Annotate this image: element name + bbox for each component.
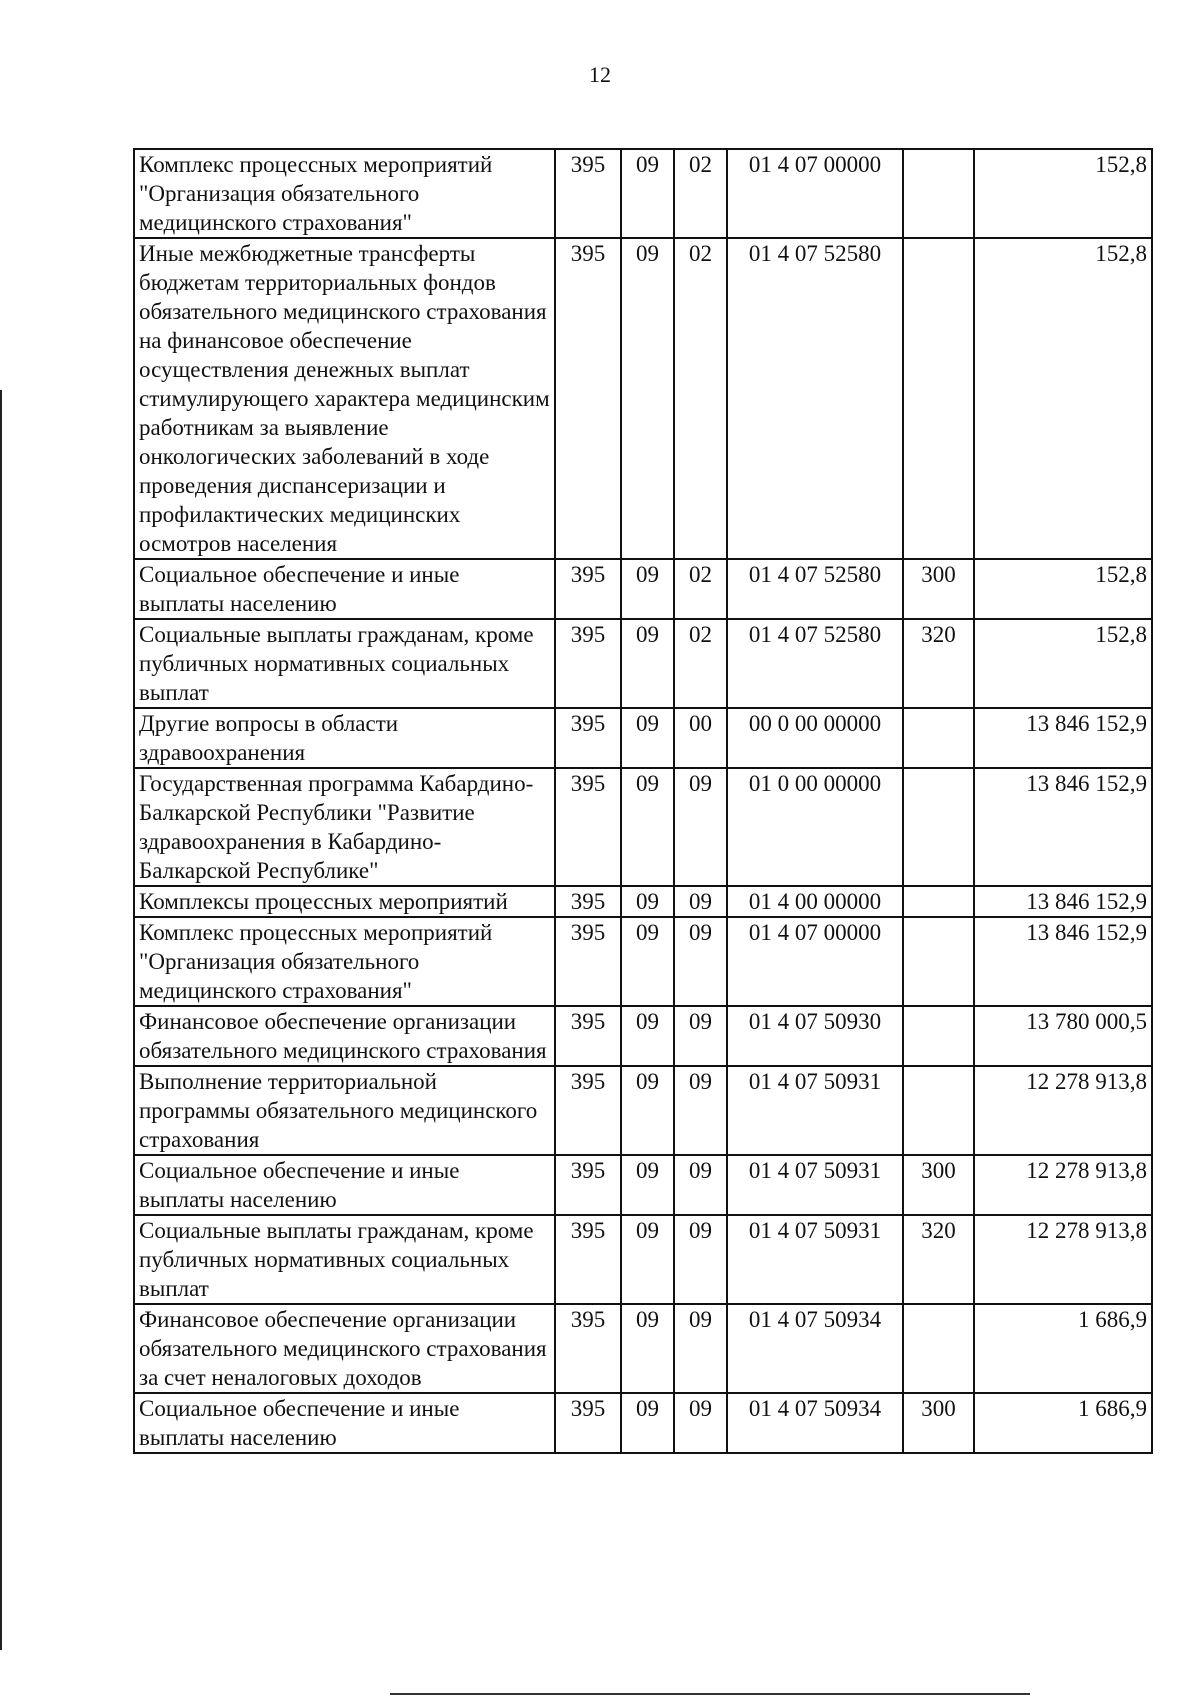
amount-cell: 13 846 152,9	[974, 708, 1152, 768]
target-article-cell: 01 4 07 52580	[727, 619, 903, 708]
table-row	[134, 1155, 1152, 1215]
expense-type-cell	[903, 1006, 974, 1066]
scan-edge-line	[390, 1693, 1030, 1695]
target-article-cell: 01 4 07 00000	[727, 917, 903, 1006]
row-name-cell: Другие вопросы в области здравоохранения	[134, 708, 555, 768]
row-name-cell: Выполнение территориальной программы обязательного медицинского страхования	[134, 1066, 555, 1155]
subsection-code-cell: 00	[674, 708, 727, 768]
section-code-cell: 09	[621, 238, 674, 559]
table-row	[134, 708, 1152, 768]
expense-type-cell: 300	[903, 1155, 974, 1215]
grbs-code-cell: 395	[555, 768, 621, 886]
subsection-code-cell: 02	[674, 559, 727, 619]
amount-cell: 13 846 152,9	[974, 768, 1152, 886]
amount-cell: 1 686,9	[974, 1304, 1152, 1393]
grbs-code-cell: 395	[555, 1304, 621, 1393]
grbs-code-cell: 395	[555, 1393, 621, 1453]
section-code-cell: 09	[621, 1155, 674, 1215]
subsection-code-cell: 09	[674, 1006, 727, 1066]
grbs-code-cell: 395	[555, 149, 621, 238]
expense-type-cell	[903, 917, 974, 1006]
expense-type-cell: 300	[903, 559, 974, 619]
target-article-cell: 01 4 07 50934	[727, 1393, 903, 1453]
expense-type-cell	[903, 1066, 974, 1155]
section-code-cell: 09	[621, 708, 674, 768]
target-article-cell: 01 4 07 50931	[727, 1155, 903, 1215]
row-name-cell: Комплексы процессных мероприятий	[134, 886, 555, 917]
row-name-cell: Финансовое обеспечение организации обязательного медицинского страхования	[134, 1006, 555, 1066]
table-row	[134, 238, 1152, 559]
row-name-cell: Финансовое обеспечение организации обязательного медицинского страхования за счет неналоговых доходов	[134, 1304, 555, 1393]
section-code-cell: 09	[621, 886, 674, 917]
expense-type-cell	[903, 708, 974, 768]
target-article-cell: 01 4 07 52580	[727, 559, 903, 619]
section-code-cell: 09	[621, 917, 674, 1006]
subsection-code-cell: 09	[674, 768, 727, 886]
amount-cell: 13 846 152,9	[974, 886, 1152, 917]
target-article-cell: 01 4 07 50930	[727, 1006, 903, 1066]
amount-cell: 12 278 913,8	[974, 1066, 1152, 1155]
grbs-code-cell: 395	[555, 1066, 621, 1155]
expense-type-cell: 320	[903, 619, 974, 708]
scan-edge-line	[0, 390, 2, 1650]
table-row	[134, 559, 1152, 619]
section-code-cell: 09	[621, 149, 674, 238]
expense-type-cell	[903, 238, 974, 559]
target-article-cell: 01 4 07 52580	[727, 238, 903, 559]
expense-type-cell	[903, 768, 974, 886]
section-code-cell: 09	[621, 1215, 674, 1304]
amount-cell: 12 278 913,8	[974, 1155, 1152, 1215]
target-article-cell: 01 4 00 00000	[727, 886, 903, 917]
row-name-cell: Комплекс процессных мероприятий "Организация обязательного медицинского страхования"	[134, 917, 555, 1006]
page-number: 12	[589, 62, 611, 87]
amount-cell: 152,8	[974, 238, 1152, 559]
grbs-code-cell: 395	[555, 708, 621, 768]
table-row	[134, 1006, 1152, 1066]
expense-type-cell	[903, 886, 974, 917]
table-row	[134, 619, 1152, 708]
subsection-code-cell: 02	[674, 619, 727, 708]
table-row	[134, 917, 1152, 1006]
expense-type-cell	[903, 1304, 974, 1393]
section-code-cell: 09	[621, 619, 674, 708]
row-name-cell: Социальные выплаты гражданам, кроме публичных нормативных социальных выплат	[134, 1215, 555, 1304]
table-row	[134, 886, 1152, 917]
section-code-cell: 09	[621, 1304, 674, 1393]
subsection-code-cell: 02	[674, 149, 727, 238]
row-name-cell: Социальное обеспечение и иные выплаты населению	[134, 559, 555, 619]
table-row	[134, 1393, 1152, 1453]
section-code-cell: 09	[621, 1066, 674, 1155]
subsection-code-cell: 02	[674, 238, 727, 559]
target-article-cell: 00 0 00 00000	[727, 708, 903, 768]
grbs-code-cell: 395	[555, 559, 621, 619]
expense-type-cell: 300	[903, 1393, 974, 1453]
table-row	[134, 1215, 1152, 1304]
section-code-cell: 09	[621, 768, 674, 886]
row-name-cell: Социальные выплаты гражданам, кроме публичных нормативных социальных выплат	[134, 619, 555, 708]
table-row	[134, 1304, 1152, 1393]
target-article-cell: 01 4 07 50931	[727, 1066, 903, 1155]
row-name-cell: Социальное обеспечение и иные выплаты населению	[134, 1155, 555, 1215]
grbs-code-cell: 395	[555, 238, 621, 559]
subsection-code-cell: 09	[674, 1155, 727, 1215]
target-article-cell: 01 0 00 00000	[727, 768, 903, 886]
section-code-cell: 09	[621, 1393, 674, 1453]
subsection-code-cell: 09	[674, 1066, 727, 1155]
subsection-code-cell: 09	[674, 886, 727, 917]
target-article-cell: 01 4 07 50934	[727, 1304, 903, 1393]
target-article-cell: 01 4 07 50931	[727, 1215, 903, 1304]
table-row	[134, 768, 1152, 886]
grbs-code-cell: 395	[555, 619, 621, 708]
amount-cell: 13 780 000,5	[974, 1006, 1152, 1066]
subsection-code-cell: 09	[674, 1393, 727, 1453]
grbs-code-cell: 395	[555, 917, 621, 1006]
row-name-cell: Социальное обеспечение и иные выплаты населению	[134, 1393, 555, 1453]
subsection-code-cell: 09	[674, 917, 727, 1006]
subsection-code-cell: 09	[674, 1215, 727, 1304]
amount-cell: 152,8	[974, 619, 1152, 708]
grbs-code-cell: 395	[555, 886, 621, 917]
amount-cell: 1 686,9	[974, 1393, 1152, 1453]
budget-table	[133, 148, 1153, 1454]
subsection-code-cell: 09	[674, 1304, 727, 1393]
expense-type-cell	[903, 149, 974, 238]
expense-type-cell: 320	[903, 1215, 974, 1304]
row-name-cell: Иные межбюджетные трансферты бюджетам территориальных фондов обязательного медицинского страхования на финансовое обеспечение осуществления денежных выплат стимулирующего характера медицинским работникам за выявление онкологических заболеваний в ходе проведения диспансеризации и профилактических медицинских осмотров населения	[134, 238, 555, 559]
amount-cell: 152,8	[974, 149, 1152, 238]
section-code-cell: 09	[621, 559, 674, 619]
table-row	[134, 1066, 1152, 1155]
amount-cell: 12 278 913,8	[974, 1215, 1152, 1304]
row-name-cell: Государственная программа Кабардино-Балкарской Республики "Развитие здравоохранения в Кабардино-Балкарской Республике"	[134, 768, 555, 886]
table-row	[134, 149, 1152, 238]
grbs-code-cell: 395	[555, 1155, 621, 1215]
amount-cell: 13 846 152,9	[974, 917, 1152, 1006]
target-article-cell: 01 4 07 00000	[727, 149, 903, 238]
grbs-code-cell: 395	[555, 1215, 621, 1304]
grbs-code-cell: 395	[555, 1006, 621, 1066]
section-code-cell: 09	[621, 1006, 674, 1066]
row-name-cell: Комплекс процессных мероприятий "Организация обязательного медицинского страхования"	[134, 149, 555, 238]
amount-cell: 152,8	[974, 559, 1152, 619]
